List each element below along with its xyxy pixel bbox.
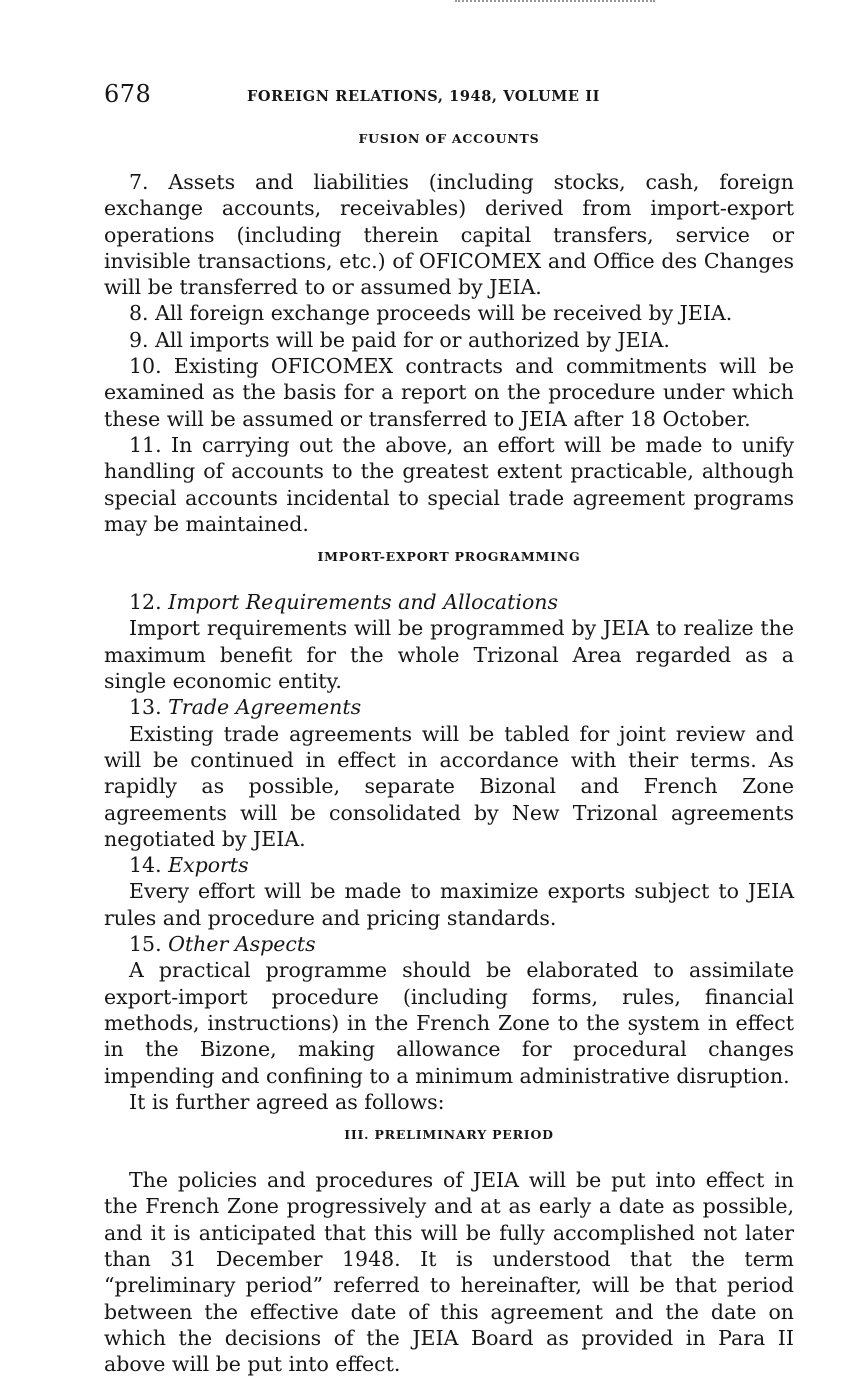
item-15-number: 15.	[129, 932, 162, 957]
paragraph-8: 8. All foreign exchange proceeds will be received by JEIA.	[129, 301, 733, 326]
further-agreed-line: It is further agreed as follows:	[129, 1089, 445, 1114]
paragraph-10: 10. Existing OFICOMEX contracts and commitments will be examined as the basis for a report on the procedure under which these will be assumed or transferred to JEIA after 18 October.	[104, 354, 794, 431]
paragraph-9: 9. All imports will be paid for or authorized by JEIA.	[129, 327, 670, 352]
item-13-title: Trade Agreements	[168, 695, 362, 720]
page-edge-mark	[455, 0, 655, 6]
item-12-heading	[104, 589, 794, 615]
item-15-title: Other Aspects	[168, 932, 316, 957]
paragraph-7: 7. Assets and liabilities (including stocks, cash, foreign exchange accounts, receivables) derived from import-export operations (including therein capital transfers, service or invisible transactions, etc.) of OFICOMEX and Office des Changes will be transferred to or assumed by JEIA.	[104, 170, 794, 300]
page-number: 678	[104, 80, 152, 108]
section-heading-preliminary: III. PRELIMINARY PERIOD	[344, 1127, 554, 1143]
item-12-text: Import requirements will be programmed by JEIA to realize the maximum benefit for the whole Trizonal Area regarded as a single economic entity.	[104, 616, 794, 694]
item-14-heading	[104, 852, 794, 878]
preliminary-paragraph: The policies and procedures of JEIA will be put into effect in the French Zone progressively and at as early a date as possible, and it is anticipated that this will be fully accomplished not later than 31 December 1948. It is understood that the term “preliminary period” referred to hereinafter, will be that period between the effective date of this agreement and the date on which the decisions of the JEIA Board as provided in Para II above will be put into effect.	[104, 1168, 794, 1377]
item-12-title: Import Requirements and Allocations	[168, 590, 559, 615]
paragraph-11: 11. In carrying out the above, an effort will be made to unify handling of accounts to the greatest extent practicable, although special accounts incidental to special trade agreement programs may be maintained.	[104, 432, 794, 536]
item-13-heading	[104, 694, 794, 720]
running-header	[104, 80, 794, 116]
page-body	[104, 131, 794, 1377]
item-13-number: 13.	[129, 695, 162, 720]
item-14-text: Every effort will be made to maximize exports subject to JEIA rules and procedure and pricing standards.	[104, 879, 794, 930]
item-13-text: Existing trade agreements will be tabled for joint review and will be continued in effect in accordance with their terms. As rapidly as possible, separate Bizonal and French Zone agreements will be consolidated by New Trizonal agreements negotiated by JEIA.	[104, 721, 794, 851]
item-14-number: 14.	[129, 853, 162, 878]
section-heading-fusion: FUSION OF ACCOUNTS	[358, 131, 540, 146]
item-12-number: 12.	[129, 590, 162, 615]
section-heading-programming: IMPORT-EXPORT PROGRAMMING	[317, 549, 581, 565]
item-14-title: Exports	[168, 853, 249, 878]
item-15-heading	[104, 931, 794, 957]
item-15-text: A practical programme should be elaborated to assimilate export-import procedure (including forms, rules, financial methods, instructions) in the French Zone to the system in effect in the Bizone, making allowance for procedural changes impending and confining to a minimum administrative disruption.	[104, 958, 794, 1088]
running-title: FOREIGN RELATIONS, 1948, VOLUME II	[247, 88, 601, 105]
